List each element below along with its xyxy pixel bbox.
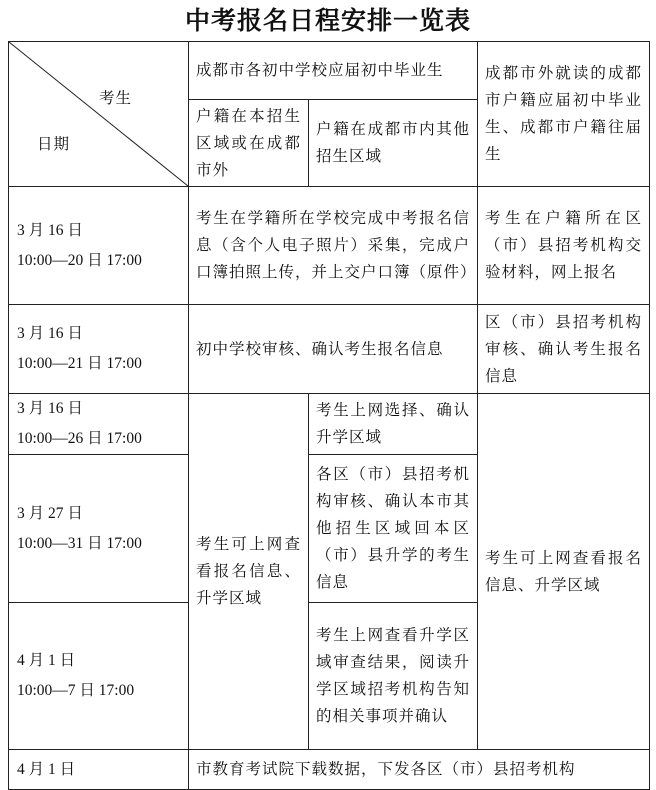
- corner-label-examinee: 考生: [98, 89, 132, 107]
- table-row: [9, 750, 650, 790]
- date-range: 10:00—21 日 17:00: [17, 355, 142, 372]
- task-span-cell: 市教育考试院下载数据，下发各区（市）县招考机构: [189, 750, 650, 790]
- corner-label-date: 日期: [37, 135, 71, 153]
- date-range: 10:00—26 日 17:00: [17, 430, 142, 447]
- header-group-cell: 成都市各初中学校应届初中毕业生: [189, 42, 478, 100]
- date-range: 10:00—31 日 17:00: [17, 534, 142, 552]
- date-start: 3 月 16 日: [17, 400, 83, 417]
- date-cell: [9, 187, 189, 305]
- date-cell: [9, 394, 189, 455]
- task-cell: 初中学校审核、确认考生报名信息: [189, 305, 478, 394]
- header-sub-col-2: 户籍在成都市内其他招生区域: [309, 100, 478, 187]
- table-row: [9, 305, 650, 394]
- date-cell: [9, 750, 189, 790]
- date-cell: [9, 603, 189, 750]
- date-start: 4 月 1 日: [17, 760, 76, 778]
- date-cell: [9, 305, 189, 394]
- header-row-1: [9, 42, 650, 100]
- date-start: 3 月 16 日: [17, 325, 83, 342]
- date-start: 4 月 1 日: [17, 652, 76, 669]
- table-row: [9, 187, 650, 305]
- header-right-cell: 成都市外就读的成都市户籍应届初中毕业生、成都市户籍往届生: [478, 42, 650, 187]
- date-range: 10:00—7 日 17:00: [17, 682, 135, 699]
- merged-right-view-info-cell: 考生可上网查看报名信息、升学区域: [478, 394, 650, 750]
- task-right-cell: 区（市）县招考机构审核、确认考生报名信息: [478, 305, 650, 394]
- task-right-cell: 考生在户籍所在区（市）县招考机构交验材料，网上报名: [478, 187, 650, 305]
- task-sub-cell: 各区（市）县招考机构审核、确认本市其他招生区域回本区（市）县升学的考生信息: [309, 455, 478, 603]
- date-range: 10:00—20 日 17:00: [17, 251, 142, 269]
- schedule-table: [8, 41, 650, 790]
- date-cell: [9, 455, 189, 603]
- header-corner-cell: [9, 42, 189, 187]
- merged-view-info-cell: 考生可上网查看报名信息、升学区域: [189, 394, 309, 750]
- task-cell: 考生在学籍所在学校完成中考报名信息（含个人电子照片）采集，完成户口簿拍照上传，并上交户口簿（原件）: [189, 187, 478, 305]
- diagonal-divider: [9, 42, 188, 186]
- task-sub-cell: 考生上网选择、确认升学区域: [309, 394, 478, 455]
- table-row: [9, 394, 650, 455]
- page-title: 中考报名日程安排一览表: [184, 6, 471, 35]
- date-start: 3 月 16 日: [17, 221, 83, 239]
- task-sub-cell: 考生上网查看升学区域审查结果，阅读升学区域招考机构告知的相关事项并确认: [309, 603, 478, 750]
- header-sub-col-1: 户籍在本招生区域或在成都市外: [189, 100, 309, 187]
- date-start: 3 月 27 日: [17, 504, 83, 522]
